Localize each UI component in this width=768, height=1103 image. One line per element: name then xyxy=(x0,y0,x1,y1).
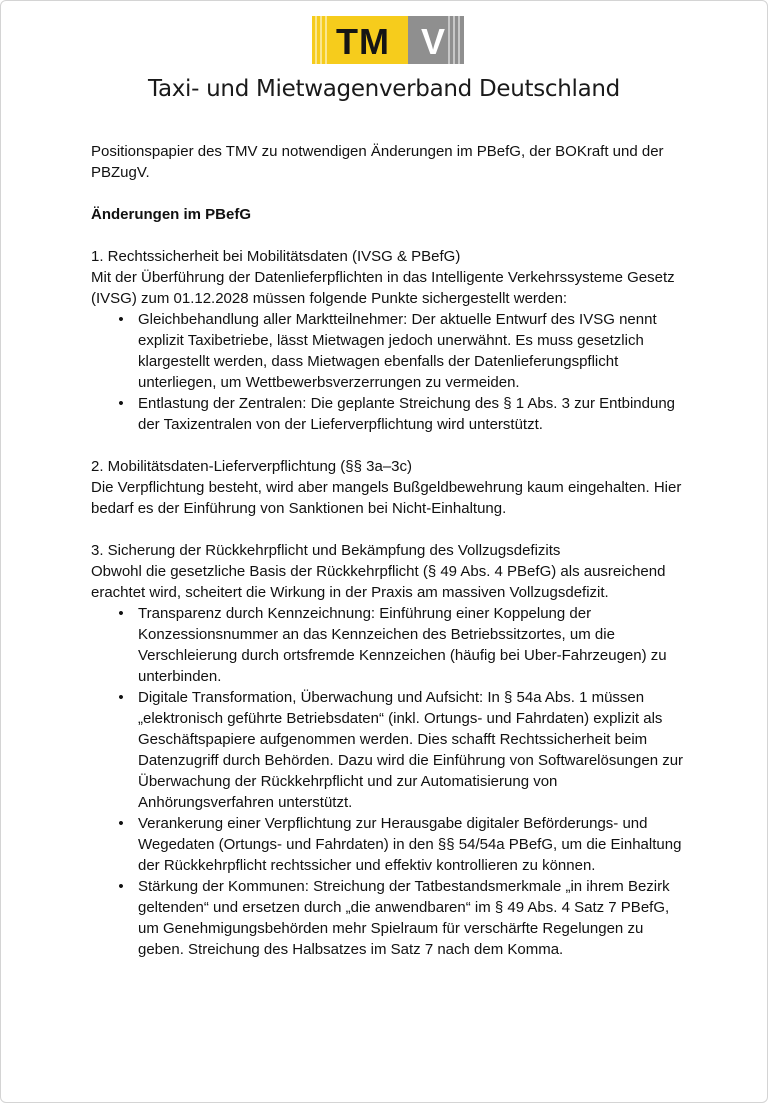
bullet-icon: • xyxy=(118,605,124,622)
list-item-text: Transparenz durch Kennzeichnung: Einführung einer Koppelung der Konzessionsnummer an das Kennzeichen des Betriebssitzortes, um die Verschleierung durch ortsfremde Kennzeichen (häufig bei Uber-Fahrzeugen) zu unterbinden. xyxy=(138,605,667,685)
bullet-icon: • xyxy=(118,311,124,328)
list-item-text: Digitale Transformation, Überwachung und Aufsicht: In § 54a Abs. 1 müssen „elektronisch geführte Betriebsdaten“ (inkl. Ortungs- und Fahrdaten) explizit als Geschäftspapiere aufgenommen werden. Dies schafft Rechtssicherheit beim Datenzugriff durch Behörden. Dazu wird die Einführung von Softwarelösungen zur Überwachung der Rückkehrpflicht und zur Automatisierung von Anhörungsverfahren unterstützt. xyxy=(138,689,684,811)
tmv-logo xyxy=(312,16,464,64)
list-item-text: Verankerung einer Verpflichtung zur Herausgabe digitaler Beförderungs- und Wegedaten (Ortungs- und Fahrdaten) in den §§ 54/54a PBefG, um die Einhaltung der Rückkehrpflicht rechtssicher und effektiv kontrollieren zu können. xyxy=(138,815,682,874)
bullet-icon: • xyxy=(118,815,124,832)
section-body: Obwohl die gesetzliche Basis der Rückkehrpflicht (§ 49 Abs. 4 PBefG) als ausreichend erachtet wird, scheitert die Wirkung in der Praxis am massiven Vollzugsdefizit. xyxy=(91,563,666,601)
list-item xyxy=(91,393,687,435)
bullet-list xyxy=(91,603,687,960)
section-2 xyxy=(91,456,687,519)
bullet-icon: • xyxy=(118,395,124,412)
section-title: 1. Rechtssicherheit bei Mobilitätsdaten (IVSG & PBefG) xyxy=(91,248,461,265)
section-title: 3. Sicherung der Rückkehrpflicht und Bekämpfung des Vollzugsdefizits xyxy=(91,542,561,559)
bullet-list xyxy=(91,309,687,435)
list-item xyxy=(91,687,687,813)
list-item-text: Stärkung der Kommunen: Streichung der Tatbestandsmerkmale „in ihrem Bezirk geltenden“ und ersetzen durch „die anwendbaren“ im § 49 Abs. 4 Satz 7 PBefG, um Genehmigungsbehörden mehr Spielraum für verschärfte Regelungen zu geben. Streichung des Halbsatzes im Satz 7 nach dem Komma. xyxy=(138,878,670,958)
list-item-text: Gleichbehandlung aller Marktteilnehmer: Der aktuelle Entwurf des IVSG nennt explizit Taxibetriebe, lässt Mietwagen jedoch unerwähnt. Es muss gesetzlich klargestellt werden, dass Mietwagen ebenfalls der Datenlieferungspflicht unterliegen, um Wettbewerbsverzerrungen zu vermeiden. xyxy=(138,311,657,391)
section-3 xyxy=(91,540,687,960)
list-item xyxy=(91,876,687,960)
list-item xyxy=(91,309,687,393)
organization-name: Taxi- und Mietwagenverband Deutschland xyxy=(148,76,620,102)
bullet-icon: • xyxy=(118,878,124,895)
bullet-icon: • xyxy=(118,689,124,706)
document-body xyxy=(91,141,687,960)
logo-text-tm: TM xyxy=(336,21,390,62)
section-body: Die Verpflichtung besteht, wird aber mangels Bußgeldbewehrung kaum eingehalten. Hier bedarf es der Einführung von Sanktionen bei Nicht-Einhaltung. xyxy=(91,479,682,517)
section-body: Mit der Überführung der Datenlieferpflichten in das Intelligente Verkehrssysteme Gesetz (IVSG) zum 01.12.2028 müssen folgende Punkte sichergestellt werden: xyxy=(91,269,675,307)
section-1 xyxy=(91,246,687,435)
list-item-text: Entlastung der Zentralen: Die geplante Streichung des § 1 Abs. 3 zur Entbindung der Taxizentralen von der Lieferverpflichtung wird unterstützt. xyxy=(138,395,676,433)
list-item xyxy=(91,813,687,876)
section-title: 2. Mobilitätsdaten-Lieferverpflichtung (§§ 3a–3c) xyxy=(91,458,413,475)
intro-text: Positionspapier des TMV zu notwendigen Änderungen im PBefG, der BOKraft und der PBZugV. xyxy=(91,143,664,181)
logo-text-v: V xyxy=(420,21,445,62)
section-heading: Änderungen im PBefG xyxy=(91,206,252,223)
list-item xyxy=(91,603,687,687)
